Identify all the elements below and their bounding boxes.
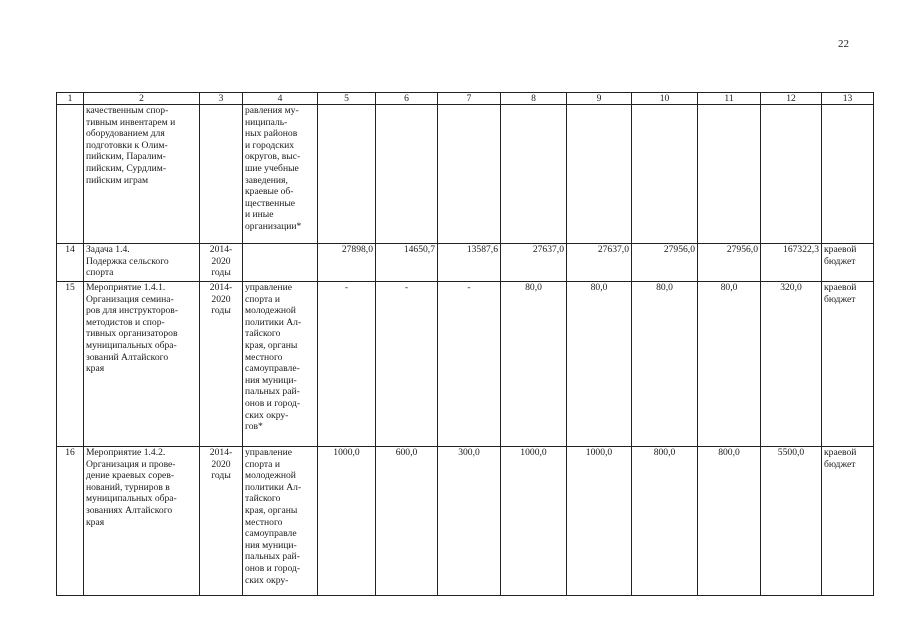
value-cell: - — [376, 282, 438, 447]
row-number-cell: 16 — [57, 447, 84, 596]
period-cell: 2014- 2020 годы — [200, 244, 243, 282]
column-header: 6 — [376, 93, 438, 105]
column-header: 13 — [822, 93, 874, 105]
budget-table — [56, 92, 874, 596]
value-cell: 80,0 — [632, 282, 698, 447]
table-row — [57, 282, 874, 447]
column-header: 3 — [200, 93, 243, 105]
period-cell — [200, 105, 243, 244]
value-cell: 27898,0 — [318, 244, 376, 282]
total-cell: 320,0 — [761, 282, 822, 447]
value-cell: 1000,0 — [318, 447, 376, 596]
column-header: 1 — [57, 93, 84, 105]
column-number-row — [57, 93, 874, 105]
funding-source-cell: краевой бюджет — [822, 244, 874, 282]
period-cell: 2014- 2020 годы — [200, 282, 243, 447]
value-cell: 80,0 — [698, 282, 761, 447]
page-number: 22 — [838, 38, 849, 50]
value-cell: - — [318, 282, 376, 447]
value-cell: 14650,7 — [376, 244, 438, 282]
column-header: 7 — [438, 93, 501, 105]
value-cell: 1000,0 — [567, 447, 632, 596]
column-header: 11 — [698, 93, 761, 105]
executor-cell: равления му- ниципаль- ных районов и городских округов, выс- шие учебные заведения, краевые об- щественные и иные организации* — [243, 105, 318, 244]
column-header: 4 — [243, 93, 318, 105]
value-cell: 27637,0 — [501, 244, 567, 282]
executor-cell: управление спорта и молодежной политики Ал- тайского края, органы местного самоуправле ния муници- пальных рай- онов и город- ских окру- — [243, 447, 318, 596]
activity-name-cell: качественным спор- тивным инвентарем и оборудованием для подготовки к Олим- пийским, Паралим- пийским, Сурдлим- пийским играм — [84, 105, 200, 244]
value-cell: 1000,0 — [501, 447, 567, 596]
column-header: 9 — [567, 93, 632, 105]
value-cell: 80,0 — [501, 282, 567, 447]
activity-name-cell: Мероприятие 1.4.2. Организация и прове- дение краевых сорев- нований, турниров в муниципальных обра- зованиях Алтайского края — [84, 447, 200, 596]
value-cell: - — [438, 282, 501, 447]
value-cell: 27637,0 — [567, 244, 632, 282]
column-header: 10 — [632, 93, 698, 105]
value-cell: 600,0 — [376, 447, 438, 596]
total-cell: 167322,3 — [761, 244, 822, 282]
activity-name-cell: Задача 1.4. Подержка сельского спорта — [84, 244, 200, 282]
value-cell: 800,0 — [698, 447, 761, 596]
value-cell: 300,0 — [438, 447, 501, 596]
period-cell: 2014- 2020 годы — [200, 447, 243, 596]
column-header: 8 — [501, 93, 567, 105]
value-cell: 80,0 — [567, 282, 632, 447]
funding-source-cell: краевой бюджет — [822, 447, 874, 596]
table-row-continuation — [57, 105, 874, 244]
activity-name-cell: Мероприятие 1.4.1. Организация семина- ров для инструкторов- методистов и спор- тивных организаторов муниципальных обра- зований Алтайского края — [84, 282, 200, 447]
column-header: 5 — [318, 93, 376, 105]
row-number-cell: 14 — [57, 244, 84, 282]
row-number-cell: 15 — [57, 282, 84, 447]
value-cell: 13587,6 — [438, 244, 501, 282]
value-cell: 27956,0 — [698, 244, 761, 282]
table-row — [57, 244, 874, 282]
total-cell: 5500,0 — [761, 447, 822, 596]
column-header: 2 — [84, 93, 200, 105]
table-row — [57, 447, 874, 596]
executor-cell — [243, 244, 318, 282]
value-cell: 800,0 — [632, 447, 698, 596]
row-number-cell — [57, 105, 84, 244]
executor-cell: управление спорта и молодежной политики Ал- тайского края, органы местного самоуправле- ния муници- пальных рай- онов и город- ских окру- гов* — [243, 282, 318, 447]
value-cell: 27956,0 — [632, 244, 698, 282]
column-header: 12 — [761, 93, 822, 105]
funding-source-cell: краевой бюджет — [822, 282, 874, 447]
